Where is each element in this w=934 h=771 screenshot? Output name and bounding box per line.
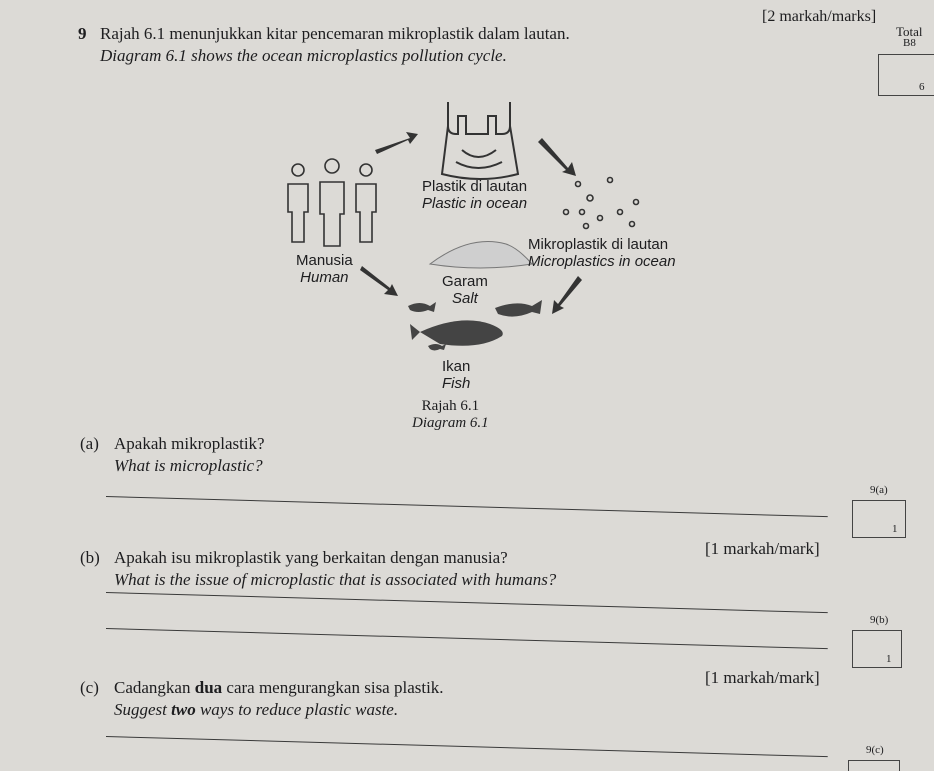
part-c-english-post: ways to reduce plastic waste. bbox=[195, 700, 399, 719]
part-b-answer-line-2[interactable] bbox=[106, 628, 828, 649]
intro-malay: Rajah 6.1 menunjukkan kitar pencemaran mikroplastik dalam lautan. bbox=[100, 24, 570, 43]
label-microplastic-en: Microplastics in ocean bbox=[528, 253, 676, 270]
part-c-label: (c) bbox=[80, 678, 99, 697]
caption-ms: Rajah 6.1 bbox=[421, 398, 480, 414]
part-b-malay: Apakah isu mikroplastik yang berkaitan dengan manusia? bbox=[114, 548, 508, 567]
label-human bbox=[296, 252, 353, 286]
intro-english: Diagram 6.1 shows the ocean microplastics pollution cycle. bbox=[100, 46, 507, 65]
part-b-english: What is the issue of microplastic that is associated with humans? bbox=[114, 570, 557, 589]
part-a-score: 1 bbox=[892, 523, 898, 535]
fish-icon bbox=[408, 300, 542, 351]
microplastic-dots-icon bbox=[564, 178, 639, 229]
label-fish bbox=[442, 358, 470, 392]
human-icon bbox=[288, 159, 376, 246]
caption-en: Diagram 6.1 bbox=[412, 415, 489, 431]
marks-header: [2 markah/marks] bbox=[762, 8, 877, 25]
total-score-box bbox=[878, 54, 934, 96]
label-plastic-ms: Plastik di lautan bbox=[422, 178, 528, 195]
question-number: 9 bbox=[78, 24, 87, 43]
part-c-malay-pre: Cadangkan bbox=[114, 678, 195, 697]
label-salt-ms: Garam bbox=[442, 273, 488, 290]
label-human-ms: Manusia bbox=[296, 252, 353, 269]
section-code: B8 bbox=[903, 37, 916, 49]
part-c-malay bbox=[114, 678, 444, 698]
part-a-answer-line[interactable] bbox=[106, 496, 828, 517]
part-a-malay: Apakah mikroplastik? bbox=[114, 434, 265, 453]
part-b-answer-line-1[interactable] bbox=[106, 592, 828, 613]
part-a-box-label: 9(a) bbox=[870, 484, 888, 496]
part-c-malay-bold: dua bbox=[194, 678, 223, 697]
label-fish-ms: Ikan bbox=[442, 358, 471, 375]
part-b-label: (b) bbox=[80, 548, 100, 567]
part-a-english: What is microplastic? bbox=[114, 456, 263, 475]
part-c-english bbox=[114, 700, 398, 720]
label-fish-en: Fish bbox=[442, 375, 471, 392]
part-a-score-box bbox=[852, 500, 906, 538]
part-b-score-box bbox=[852, 630, 902, 668]
part-b-box-label: 9(b) bbox=[870, 614, 889, 626]
part-c-malay-post: cara mengurangkan sisa plastik. bbox=[222, 678, 444, 697]
label-human-en: Human bbox=[300, 269, 349, 286]
total-score: 6 bbox=[919, 81, 925, 93]
label-salt-en: Salt bbox=[451, 290, 478, 307]
part-c-english-pre: Suggest bbox=[114, 700, 172, 719]
label-salt bbox=[442, 273, 488, 307]
part-c-answer-line[interactable] bbox=[106, 736, 828, 757]
part-c-score-box bbox=[848, 760, 900, 771]
plastic-bag-icon bbox=[442, 102, 518, 179]
part-a-label: (a) bbox=[80, 434, 99, 453]
label-microplastic-ms: Mikroplastik di lautan bbox=[528, 236, 669, 253]
part-b-score: 1 bbox=[886, 653, 892, 665]
part-a-marks: [1 markah/mark] bbox=[705, 539, 820, 558]
label-plastic bbox=[422, 178, 527, 212]
part-b-marks: [1 markah/mark] bbox=[705, 668, 820, 687]
part-c-box-label: 9(c) bbox=[866, 744, 884, 756]
total-label: Total bbox=[896, 24, 923, 39]
diagram-caption bbox=[412, 398, 489, 432]
part-c-english-bold: two bbox=[171, 700, 196, 719]
label-plastic-en: Plastic in ocean bbox=[422, 195, 528, 212]
label-microplastic bbox=[528, 236, 676, 270]
salt-pile-icon bbox=[430, 242, 532, 269]
